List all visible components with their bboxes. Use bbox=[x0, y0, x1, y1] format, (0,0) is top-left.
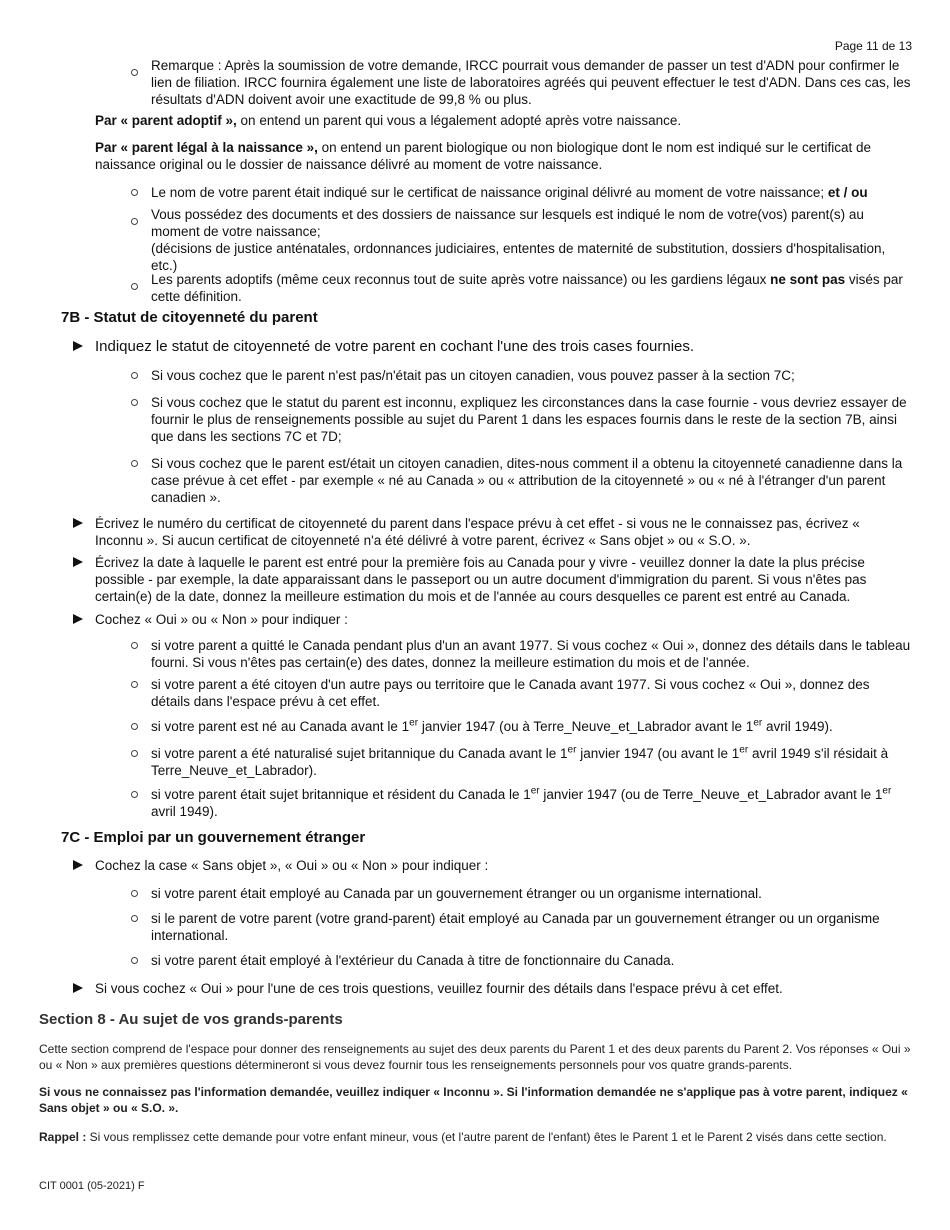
circle-bullet-icon bbox=[131, 189, 138, 196]
circle-bullet-icon bbox=[131, 642, 138, 649]
page-number: Page 11 de 13 bbox=[834, 39, 912, 53]
circle-bullet-icon bbox=[131, 399, 138, 406]
7b-question-5 bbox=[151, 786, 911, 820]
ordinal-superscript: er bbox=[567, 744, 577, 756]
triangle-bullet-icon bbox=[73, 860, 83, 870]
circle-bullet-icon bbox=[131, 957, 138, 964]
7c-sub-2-text: si le parent de votre parent (votre grand-parent) était employé au Canada par un gouvernement étranger ou un organisme international. bbox=[151, 911, 880, 943]
circle-bullet-icon bbox=[131, 372, 138, 379]
parent-adoptif-definition bbox=[95, 112, 915, 129]
triangle-bullet-icon bbox=[73, 983, 83, 993]
section-7b-heading: 7B - Statut de citoyenneté du parent bbox=[61, 309, 318, 326]
section-8-heading: Section 8 - Au sujet de vos grands-parents bbox=[39, 1011, 343, 1028]
7c-bullet-2-text: Si vous cochez « Oui » pour l'une de ces trois questions, veuillez fournir des détails dans l'espace prévu à cet effet. bbox=[95, 981, 783, 996]
legal-item-2-note: (décisions de justice anténatales, ordonnances judiciaires, ententes de maternité de substitution, dossiers d'hospitalisation, etc.) bbox=[151, 241, 886, 273]
q3-part-c: avril 1949). bbox=[762, 719, 833, 734]
remarque-item bbox=[151, 57, 911, 108]
7b-sub-2 bbox=[151, 394, 911, 445]
circle-bullet-icon bbox=[131, 750, 138, 757]
7b-bullet-1 bbox=[95, 338, 910, 355]
7b-bullet-2 bbox=[95, 515, 910, 549]
7c-bullet-2 bbox=[95, 980, 910, 997]
ordinal-superscript: er bbox=[409, 717, 419, 729]
reminder-label: Rappel : bbox=[39, 1130, 87, 1144]
legal-text: on entend un parent biologique ou non biologique dont le nom est indiqué sur le certificat de naissance original ou le dossier de naissance délivré au moment de votre naissance. bbox=[95, 140, 872, 172]
legal-item-2-text: Vous possédez des documents et des dossiers de naissance sur lesquels est indiqué le nom de votre(vos) parent(s) au moment de votre naissance; bbox=[151, 207, 864, 239]
q3-part-a: si votre parent est né au Canada avant le 1 bbox=[151, 719, 410, 734]
7b-question-1 bbox=[151, 637, 911, 671]
circle-bullet-icon bbox=[131, 791, 138, 798]
7b-question-1-text: si votre parent a quitté le Canada pendant plus d'un an avant 1977. Si vous cochez « Oui », donnez des détails dans le tableau fourni. Si vous n'êtes pas certain(e) des dates, donnez la meilleure estimation du mois et de l'année. bbox=[151, 638, 911, 670]
circle-bullet-icon bbox=[131, 69, 138, 76]
circle-bullet-icon bbox=[131, 723, 138, 730]
7c-sub-1-text: si votre parent était employé au Canada par un gouvernement étranger ou un organisme international. bbox=[151, 886, 762, 901]
ordinal-superscript: er bbox=[530, 785, 540, 797]
7b-sub-2-text: Si vous cochez que le statut du parent est inconnu, expliquez les circonstances dans la case fournie - vous devriez essayer de fournir le plus de renseignements possible au sujet du Parent 1 dans les espaces fournis dans le reste de la section 7B, ainsi que dans les sections 7C et 7D; bbox=[151, 395, 907, 444]
legal-term: Par « parent légal à la naissance », bbox=[95, 140, 318, 155]
7c-sub-3 bbox=[151, 952, 911, 969]
q3-part-b: janvier 1947 (ou à Terre_Neuve_et_Labrador avant le 1 bbox=[418, 719, 754, 734]
circle-bullet-icon bbox=[131, 681, 138, 688]
form-code: CIT 0001 (05-2021) F bbox=[39, 1180, 145, 1192]
7b-bullet-2-text: Écrivez le numéro du certificat de citoyenneté du parent dans l'espace prévu à cet effet - si vous ne le connaissez pas, écrivez « Inconnu ». Si aucun certificat de citoyenneté n'a été délivré à votre parent, écrivez « Sans objet » ou « S.O. ». bbox=[95, 516, 860, 548]
circle-bullet-icon bbox=[131, 915, 138, 922]
7b-question-2-text: si votre parent a été citoyen d'un autre pays ou territoire que le Canada avant 1977. Si vous cochez « Oui », donnez des détails dans l'espace prévu à cet effet. bbox=[151, 677, 870, 709]
7b-bullet-4-text: Cochez « Oui » ou « Non » pour indiquer : bbox=[95, 612, 348, 627]
circle-bullet-icon bbox=[131, 283, 138, 290]
7b-question-2 bbox=[151, 676, 911, 710]
q4-part-b: janvier 1947 (ou avant le 1 bbox=[576, 746, 740, 761]
7b-sub-3-text: Si vous cochez que le parent est/était un citoyen canadien, dites-nous comment il a obtenu la citoyenneté canadienne dans la case prévue à cet effet - par exemple « né au Canada » ou « attribution de la citoyenneté » ou « né à l'étranger d'un parent canadien ». bbox=[151, 456, 903, 505]
section-8-unknown-note: Si vous ne connaissez pas l'information demandée, veuillez indiquer « Inconnu ». Si l'information demandée ne s'applique pas à votre parent, indiquez « Sans objet » ou « S.O. ». bbox=[39, 1085, 908, 1115]
legal-item-1-text: Le nom de votre parent était indiqué sur le certificat de naissance original délivré au moment de votre naissance; bbox=[151, 185, 828, 200]
legal-item-3 bbox=[151, 271, 911, 305]
adoptif-text: on entend un parent qui vous a légalement adopté après votre naissance. bbox=[236, 113, 682, 128]
7b-question-3 bbox=[151, 718, 911, 735]
ordinal-superscript: er bbox=[882, 785, 892, 797]
7b-bullet-3-text: Écrivez la date à laquelle le parent est entré pour la première fois au Canada pour y vivre - veuillez donner la date la plus précise possible - par exemple, la date apparaissant dans le passeport ou un autre document d'immigration du parent. Si vous n'êtes pas certain(e) de la date, donnez la meilleure estimation du mois et de l'année au cours desquelles ce parent est entré au Canada. bbox=[95, 555, 867, 604]
q5-part-c: avril 1949). bbox=[151, 804, 218, 819]
q5-part-a: si votre parent était sujet britannique et résident du Canada le 1 bbox=[151, 787, 531, 802]
legal-item-3-text: Les parents adoptifs (même ceux reconnus tout de suite après votre naissance) ou les gardiens légaux bbox=[151, 272, 771, 287]
legal-item-3-bold: ne sont pas bbox=[770, 272, 846, 287]
7c-sub-3-text: si votre parent était employé à l'extérieur du Canada à titre de fonctionnaire du Canada. bbox=[151, 953, 675, 968]
parent-legal-definition bbox=[95, 139, 910, 173]
7b-sub-1 bbox=[151, 367, 911, 384]
ordinal-superscript: er bbox=[753, 717, 763, 729]
section-8-intro: Cette section comprend de l'espace pour donner des renseignements au sujet des deux parents du Parent 1 et des deux parents du Parent 2. Vos réponses « Oui » ou « Non » aux premières questions détermineront si vous devez fournir tous les renseignements personnels pour vos quatre grands-parents. bbox=[39, 1042, 911, 1072]
7b-bullet-4 bbox=[95, 611, 910, 628]
7b-bullet-1-text: Indiquez le statut de citoyenneté de votre parent en cochant l'une des trois cases fournies. bbox=[95, 338, 695, 355]
ordinal-superscript: er bbox=[739, 744, 749, 756]
legal-item-3-text-end: visés par cette définition. bbox=[151, 272, 903, 304]
7c-sub-2 bbox=[151, 910, 911, 944]
triangle-bullet-icon bbox=[73, 614, 83, 624]
triangle-bullet-icon bbox=[73, 518, 83, 528]
q4-part-a: si votre parent a été naturalisé sujet britannique du Canada avant le 1 bbox=[151, 746, 568, 761]
7c-sub-1 bbox=[151, 885, 911, 902]
triangle-bullet-icon bbox=[73, 341, 83, 351]
reminder-text: Si vous remplissez cette demande pour votre enfant mineur, vous (et l'autre parent de l'enfant) êtes le Parent 1 et le Parent 2 visés dans cette section. bbox=[86, 1130, 887, 1144]
circle-bullet-icon bbox=[131, 460, 138, 467]
section-7c-heading: 7C - Emploi par un gouvernement étranger bbox=[61, 829, 366, 846]
legal-item-1 bbox=[151, 184, 911, 201]
adoptif-term: Par « parent adoptif », bbox=[95, 113, 237, 128]
7b-bullet-3 bbox=[95, 554, 910, 605]
7b-sub-1-text: Si vous cochez que le parent n'est pas/n'était pas un citoyen canadien, vous pouvez passer à la section 7C; bbox=[151, 368, 795, 383]
7c-bullet-1 bbox=[95, 857, 910, 874]
circle-bullet-icon bbox=[131, 218, 138, 225]
7b-sub-3 bbox=[151, 455, 911, 506]
section-8-reminder bbox=[39, 1129, 914, 1145]
legal-item-2 bbox=[151, 206, 911, 274]
remarque-text: Remarque : Après la soumission de votre demande, IRCC pourrait vous demander de passer un test d'ADN pour confirmer le lien de filiation. IRCC fournira également une liste de laboratoires agréés qui peuvent effectuer le test d'ADN. Dans ces cas, les résultats d'ADN doivent avoir une exactitude de 99,8 % ou plus. bbox=[151, 58, 911, 107]
7c-bullet-1-text: Cochez la case « Sans objet », « Oui » ou « Non » pour indiquer : bbox=[95, 858, 489, 873]
7b-question-4 bbox=[151, 745, 911, 779]
legal-item-1-bold: et / ou bbox=[827, 185, 868, 200]
q4-part-c: avril 1949 s'il résidait à Terre_Neuve_et_Labrador). bbox=[151, 746, 889, 778]
q5-part-b: janvier 1947 (ou de Terre_Neuve_et_Labrador avant le 1 bbox=[539, 787, 883, 802]
triangle-bullet-icon bbox=[73, 557, 83, 567]
circle-bullet-icon bbox=[131, 890, 138, 897]
